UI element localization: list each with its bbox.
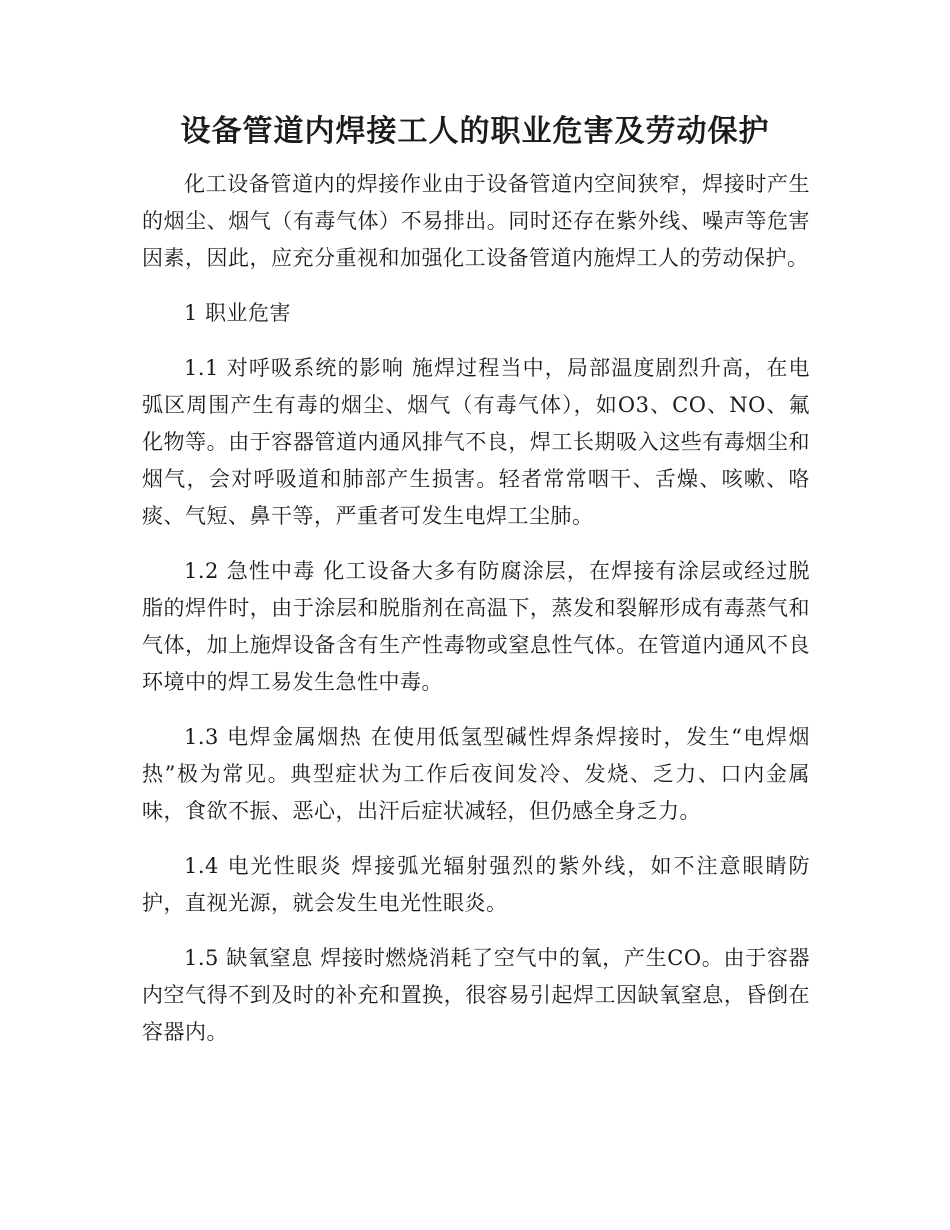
- paragraph-1-2: 1.2 急性中毒 化工设备大多有防腐涂层，在焊接有涂层或经过脱脂的焊件时，由于涂层和脱脂剂在高温下，蒸发和裂解形成有毒蒸气和气体，加上施焊设备含有生产性毒物或窒息性气体。在管道内通风不良环境中的焊工易发生急性中毒。: [142, 559, 810, 694]
- document-body: [142, 166, 810, 1069]
- section-heading: 1 职业危害: [184, 301, 292, 325]
- paragraph-1-5: 1.5 缺氧窒息 焊接时燃烧消耗了空气中的氧，产生CO。由于容器内空气得不到及时的补充和置换，很容易引起焊工因缺氧窒息，昏倒在容器内。: [142, 946, 810, 1044]
- intro-paragraph: 化工设备管道内的焊接作业由于设备管道内空间狭窄，焊接时产生的烟尘、烟气（有毒气体）不易排出。同时还存在紫外线、噪声等危害因素，因此，应充分重视和加强化工设备管道内施焊工人的劳动保护。: [142, 172, 810, 270]
- document-title: 设备管道内焊接工人的职业危害及劳动保护: [180, 114, 770, 149]
- paragraph-1-3: 1.3 电焊金属烟热 在使用低氢型碱性焊条焊接时，发生“电焊烟热”极为常见。典型症状为工作后夜间发冷、发烧、乏力、口内金属味，食欲不振、恶心，出汗后症状减轻，但仍感全身乏力。: [142, 725, 810, 823]
- paragraph-1-1: 1.1 对呼吸系统的影响 施焊过程当中，局部温度剧烈升高，在电弧区周围产生有毒的烟尘、烟气（有毒气体），如O3、CO、NO、氟化物等。由于容器管道内通风排气不良，焊工长期吸入这些有毒烟尘和烟气，会对呼吸道和肺部产生损害。轻者常常咽干、舌燥、咳嗽、咯痰、气短、鼻干等，严重者可发生电焊工尘肺。: [142, 356, 810, 528]
- paragraph-1-4: 1.4 电光性眼炎 焊接弧光辐射强烈的紫外线，如不注意眼睛防护，直视光源，就会发生电光性眼炎。: [142, 854, 810, 915]
